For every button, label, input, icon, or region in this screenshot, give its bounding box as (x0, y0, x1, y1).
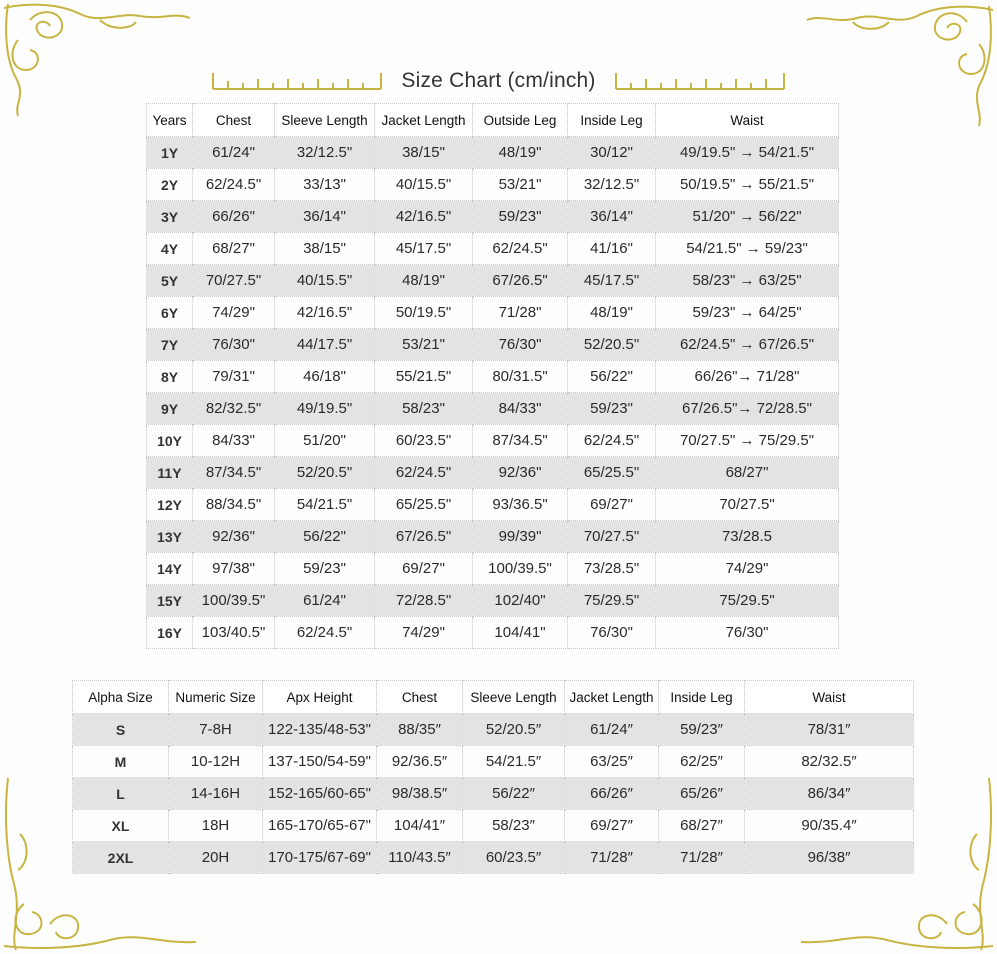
header-years: Years (147, 104, 193, 137)
table-cell: 103/40.5" (193, 617, 275, 649)
row-label-cell: M (73, 746, 169, 778)
table-cell: 54/21.5" (275, 489, 375, 521)
table-cell: 69/27″ (565, 810, 659, 842)
table-cell: 68/27" (193, 233, 275, 265)
table-cell: 80/31.5" (473, 361, 568, 393)
table-cell: 59/23" → 64/25" (656, 297, 839, 329)
table-cell: 76/30" (473, 329, 568, 361)
table-cell: 71/28″ (565, 842, 659, 874)
table-cell: 52/20.5" (568, 329, 656, 361)
table-cell: 62/24.5" (568, 425, 656, 457)
table-cell: 74/29" (656, 553, 839, 585)
table-cell: 59/23″ (659, 714, 745, 746)
table-cell: 52/20.5″ (463, 714, 565, 746)
table-row (73, 746, 914, 778)
table-row (147, 617, 839, 649)
table-cell: 59/23" (473, 201, 568, 233)
table-header-row (147, 104, 839, 137)
page-title: Size Chart (cm/inch) (401, 69, 596, 92)
table-cell: 53/21" (473, 169, 568, 201)
table-cell: 55/21.5" (375, 361, 473, 393)
table-cell: 104/41″ (377, 810, 463, 842)
table-cell: 56/22" (275, 521, 375, 553)
table-cell: 75/29.5" (568, 585, 656, 617)
table-cell: 51/20" (275, 425, 375, 457)
header-inside-leg: Inside Leg (568, 104, 656, 137)
table-cell: 137-150/54-59" (263, 746, 377, 778)
table-cell: 62/24.5" (473, 233, 568, 265)
table-cell: 92/36" (473, 457, 568, 489)
row-label-cell: 6Y (147, 297, 193, 329)
header-waist: Waist (745, 681, 914, 714)
table-row (147, 585, 839, 617)
table-cell: 49/19.5" (275, 393, 375, 425)
table-row (147, 425, 839, 457)
table-cell: 62/24.5" (375, 457, 473, 489)
table-cell: 87/34.5" (193, 457, 275, 489)
row-label-cell: 8Y (147, 361, 193, 393)
table-cell: 97/38" (193, 553, 275, 585)
table-cell: 68/27″ (659, 810, 745, 842)
row-label-cell: 15Y (147, 585, 193, 617)
table-row (147, 297, 839, 329)
table-cell: 102/40" (473, 585, 568, 617)
ruler-ornament-right (614, 71, 786, 91)
header-waist: Waist (656, 104, 839, 137)
table-cell: 84/33" (473, 393, 568, 425)
table-cell: 20H (169, 842, 263, 874)
table-cell: 65/25.5" (375, 489, 473, 521)
table-cell: 70/27.5" (656, 489, 839, 521)
table-cell: 93/36.5" (473, 489, 568, 521)
table-row (147, 361, 839, 393)
table-cell: 67/26.5"→ 72/28.5" (656, 393, 839, 425)
table-row (147, 137, 839, 169)
table-cell: 71/28" (473, 297, 568, 329)
table-cell: 92/36" (193, 521, 275, 553)
table-cell: 58/23″ (463, 810, 565, 842)
table-cell: 73/28.5 (656, 521, 839, 553)
table-cell: 40/15.5" (275, 265, 375, 297)
table-cell: 45/17.5" (568, 265, 656, 297)
table-cell: 66/26" (193, 201, 275, 233)
table-cell: 62/24.5" (275, 617, 375, 649)
row-label-cell: 3Y (147, 201, 193, 233)
table-cell: 69/27" (568, 489, 656, 521)
table-cell: 82/32.5″ (745, 746, 914, 778)
row-label-cell: XL (73, 810, 169, 842)
table-cell: 69/27" (375, 553, 473, 585)
table-cell: 32/12.5" (275, 137, 375, 169)
header-alpha-size: Alpha Size (73, 681, 169, 714)
table-cell: 38/15" (375, 137, 473, 169)
header-outside-leg: Outside Leg (473, 104, 568, 137)
table-cell: 62/24.5" → 67/26.5" (656, 329, 839, 361)
table-cell: 62/25″ (659, 746, 745, 778)
table-cell: 67/26.5" (473, 265, 568, 297)
table-cell: 86/34″ (745, 778, 914, 810)
table-cell: 66/26"→ 71/28" (656, 361, 839, 393)
table-cell: 74/29" (375, 617, 473, 649)
table-row (73, 714, 914, 746)
table-cell: 10-12H (169, 746, 263, 778)
row-label-cell: 16Y (147, 617, 193, 649)
table-cell: 46/18" (275, 361, 375, 393)
table-cell: 88/35″ (377, 714, 463, 746)
table-cell: 70/27.5" (568, 521, 656, 553)
table-cell: 96/38″ (745, 842, 914, 874)
table-cell: 48/19" (473, 137, 568, 169)
corner-ornament-top-left (0, 0, 200, 120)
table-cell: 62/24.5" (193, 169, 275, 201)
row-label-cell: 2XL (73, 842, 169, 874)
table-cell: 74/29" (193, 297, 275, 329)
table-cell: 52/20.5" (275, 457, 375, 489)
row-label-cell: 9Y (147, 393, 193, 425)
table-cell: 50/19.5" (375, 297, 473, 329)
table-cell: 58/23" (375, 393, 473, 425)
table-cell: 54/21.5" → 59/23" (656, 233, 839, 265)
row-label-cell: 7Y (147, 329, 193, 361)
header-jacket-length: Jacket Length (565, 681, 659, 714)
table-cell: 18H (169, 810, 263, 842)
table-cell: 98/38.5″ (377, 778, 463, 810)
table-cell: 170-175/67-69" (263, 842, 377, 874)
row-label-cell: 4Y (147, 233, 193, 265)
table-cell: 76/30" (193, 329, 275, 361)
table-cell: 70/27.5" → 75/29.5" (656, 425, 839, 457)
header-sleeve-length: Sleeve Length (463, 681, 565, 714)
kids-size-table (146, 103, 839, 649)
table-cell: 58/23" → 63/25" (656, 265, 839, 297)
table-cell: 104/41" (473, 617, 568, 649)
table-cell: 63/25″ (565, 746, 659, 778)
table-cell: 79/31" (193, 361, 275, 393)
header-inside-leg: Inside Leg (659, 681, 745, 714)
table-cell: 165-170/65-67" (263, 810, 377, 842)
table-cell: 65/26″ (659, 778, 745, 810)
row-label-cell: 14Y (147, 553, 193, 585)
table-header-row (73, 681, 914, 714)
table-cell: 70/27.5" (193, 265, 275, 297)
table-cell: 100/39.5" (193, 585, 275, 617)
table-cell: 60/23.5″ (463, 842, 565, 874)
row-label-cell: 5Y (147, 265, 193, 297)
table-cell: 65/25.5" (568, 457, 656, 489)
table-cell: 54/21.5″ (463, 746, 565, 778)
table-cell: 30/12" (568, 137, 656, 169)
table-cell: 90/35.4″ (745, 810, 914, 842)
table-cell: 14-16H (169, 778, 263, 810)
table-cell: 53/21" (375, 329, 473, 361)
header-numeric-size: Numeric Size (169, 681, 263, 714)
table-cell: 50/19.5" → 55/21.5" (656, 169, 839, 201)
table-row (147, 329, 839, 361)
row-label-cell: 1Y (147, 137, 193, 169)
table-row (147, 521, 839, 553)
table-cell: 42/16.5" (375, 201, 473, 233)
table-row (147, 393, 839, 425)
row-label-cell: 11Y (147, 457, 193, 489)
table-cell: 71/28″ (659, 842, 745, 874)
row-label-cell: 10Y (147, 425, 193, 457)
adult-size-table (72, 680, 914, 874)
table-cell: 48/19" (375, 265, 473, 297)
header-chest: Chest (377, 681, 463, 714)
row-label-cell: 12Y (147, 489, 193, 521)
header-jacket-length: Jacket Length (375, 104, 473, 137)
table-cell: 36/14" (568, 201, 656, 233)
title-row (0, 62, 997, 100)
table-cell: 49/19.5" → 54/21.5" (656, 137, 839, 169)
table-row (73, 810, 914, 842)
table-cell: 152-165/60-65" (263, 778, 377, 810)
table-cell: 61/24″ (565, 714, 659, 746)
table-cell: 68/27" (656, 457, 839, 489)
row-label-cell: L (73, 778, 169, 810)
table-cell: 36/14" (275, 201, 375, 233)
table-cell: 32/12.5" (568, 169, 656, 201)
table-cell: 33/13" (275, 169, 375, 201)
table-cell: 87/34.5" (473, 425, 568, 457)
table-cell: 38/15" (275, 233, 375, 265)
table-cell: 42/16.5" (275, 297, 375, 329)
table-cell: 61/24" (275, 585, 375, 617)
table-cell: 88/34.5" (193, 489, 275, 521)
table-cell: 56/22" (568, 361, 656, 393)
table-row (147, 265, 839, 297)
table-cell: 75/29.5" (656, 585, 839, 617)
table-cell: 72/28.5" (375, 585, 473, 617)
table-row (147, 201, 839, 233)
row-label-cell: 13Y (147, 521, 193, 553)
table-row (147, 489, 839, 521)
table-row (147, 169, 839, 201)
table-cell: 45/17.5" (375, 233, 473, 265)
table-cell: 99/39" (473, 521, 568, 553)
row-label-cell: S (73, 714, 169, 746)
table-cell: 48/19" (568, 297, 656, 329)
header-apx-height: Apx Height (263, 681, 377, 714)
table-cell: 76/30" (656, 617, 839, 649)
table-cell: 73/28.5" (568, 553, 656, 585)
table-cell: 7-8H (169, 714, 263, 746)
table-cell: 110/43.5″ (377, 842, 463, 874)
table-row (147, 233, 839, 265)
table-cell: 66/26″ (565, 778, 659, 810)
table-cell: 59/23" (275, 553, 375, 585)
table-row (73, 842, 914, 874)
table-cell: 56/22″ (463, 778, 565, 810)
table-cell: 76/30" (568, 617, 656, 649)
table-cell: 59/23" (568, 393, 656, 425)
table-row (73, 778, 914, 810)
table-cell: 51/20" → 56/22" (656, 201, 839, 233)
table-cell: 44/17.5" (275, 329, 375, 361)
table-cell: 78/31″ (745, 714, 914, 746)
table-row (147, 553, 839, 585)
row-label-cell: 2Y (147, 169, 193, 201)
table-cell: 67/26.5" (375, 521, 473, 553)
table-cell: 60/23.5" (375, 425, 473, 457)
table-cell: 40/15.5" (375, 169, 473, 201)
table-cell: 84/33" (193, 425, 275, 457)
header-sleeve-length: Sleeve Length (275, 104, 375, 137)
table-cell: 92/36.5″ (377, 746, 463, 778)
table-cell: 41/16" (568, 233, 656, 265)
table-cell: 82/32.5" (193, 393, 275, 425)
ruler-ornament-left (211, 71, 383, 91)
table-cell: 122-135/48-53" (263, 714, 377, 746)
header-chest: Chest (193, 104, 275, 137)
table-row (147, 457, 839, 489)
table-cell: 61/24" (193, 137, 275, 169)
table-cell: 100/39.5" (473, 553, 568, 585)
